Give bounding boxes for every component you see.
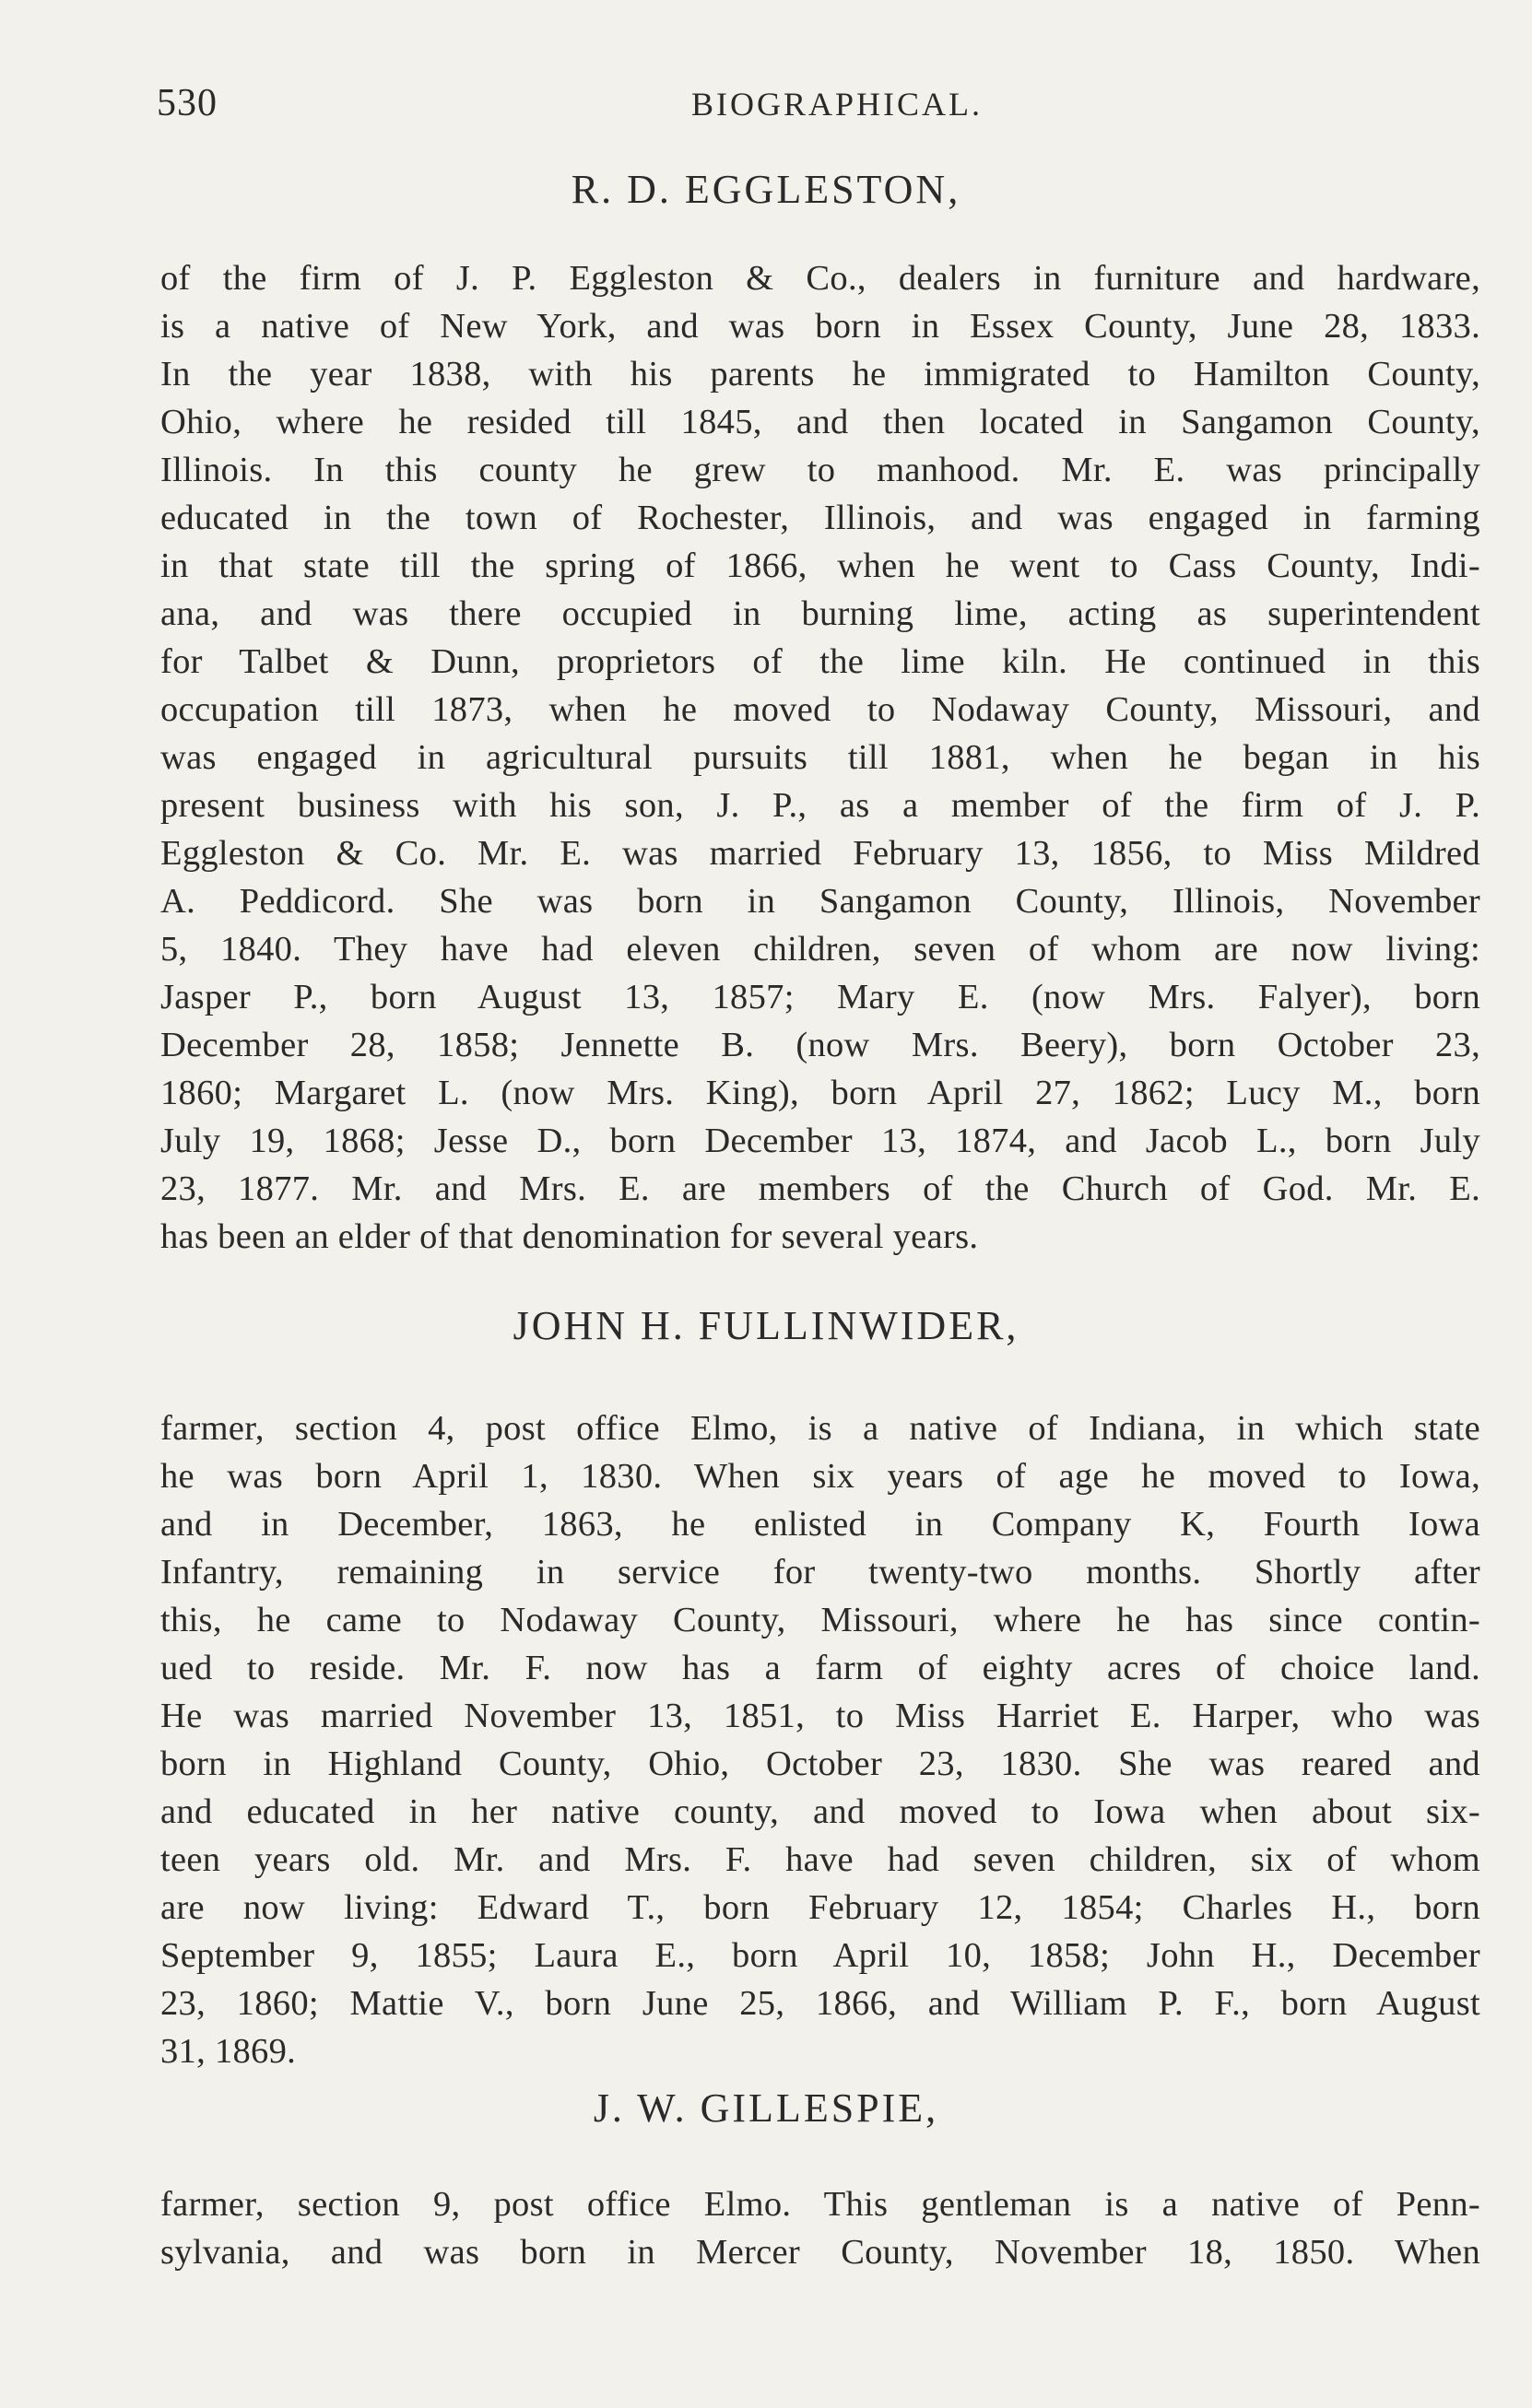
text-line: has been an elder of that denomination for several years.	[160, 1217, 979, 1256]
text-line: 5, 1840. They have had eleven children, seven of whom are now living:	[160, 930, 1480, 969]
text-line: are now living: Edward T., born February 12, 1854; Charles H., born	[160, 1888, 1480, 1927]
text-line: farmer, section 9, post office Elmo. This gentleman is a native of Penn-	[160, 2185, 1480, 2224]
text-line: 23, 1860; Mattie V., born June 25, 1866, and William P. F., born August	[160, 1984, 1480, 2023]
text-line: farmer, section 4, post office Elmo, is a native of Indiana, in which state	[160, 1409, 1480, 1448]
text-line: Illinois. In this county he grew to manhood. Mr. E. was principally	[160, 451, 1480, 489]
text-line: sylvania, and was born in Mercer County, November 18, 1850. When	[160, 2233, 1480, 2272]
text-line: born in Highland County, Ohio, October 23, 1830. She was reared and	[160, 1744, 1480, 1783]
text-line: for Talbet & Dunn, proprietors of the lime kiln. He continued in this	[160, 642, 1480, 681]
text-line: and educated in her native county, and moved to Iowa when about six-	[160, 1792, 1480, 1831]
text-line: of the firm of J. P. Eggleston & Co., dealers in furniture and hardware,	[160, 259, 1480, 298]
entry-heading: J. W. GILLESPIE,	[593, 2085, 939, 2131]
entry-body	[160, 1404, 1480, 2075]
text-line: was engaged in agricultural pursuits till 1881, when he began in his	[160, 738, 1480, 777]
entry-body	[160, 2180, 1480, 2276]
text-line: this, he came to Nodaway County, Missouri, where he has since contin-	[160, 1601, 1480, 1639]
text-line: Infantry, remaining in service for twenty-two months. Shortly after	[160, 1553, 1480, 1592]
text-line: July 19, 1868; Jesse D., born December 13, 1874, and Jacob L., born July	[160, 1122, 1480, 1160]
text-line: and in December, 1863, he enlisted in Company K, Fourth Iowa	[160, 1505, 1480, 1544]
text-line: In the year 1838, with his parents he immigrated to Hamilton County,	[160, 355, 1480, 394]
text-line: A. Peddicord. She was born in Sangamon County, Illinois, November	[160, 882, 1480, 921]
text-line: 31, 1869.	[160, 2032, 297, 2071]
entry-heading: JOHN H. FULLINWIDER,	[513, 1303, 1019, 1348]
entry-body	[160, 254, 1480, 1261]
text-line: ana, and was there occupied in burning lime, acting as superintendent	[160, 594, 1480, 633]
text-line: in that state till the spring of 1866, when he went to Cass County, Indi-	[160, 546, 1480, 585]
text-line: teen years old. Mr. and Mrs. F. have had seven children, six of whom	[160, 1840, 1480, 1879]
text-line: present business with his son, J. P., as a member of the firm of J. P.	[160, 786, 1480, 825]
text-line: occupation till 1873, when he moved to Nodaway County, Missouri, and	[160, 690, 1480, 729]
text-line: Ohio, where he resided till 1845, and then located in Sangamon County,	[160, 403, 1480, 441]
text-line: He was married November 13, 1851, to Miss Harriet E. Harper, who was	[160, 1697, 1480, 1735]
text-line: ued to reside. Mr. F. now has a farm of eighty acres of choice land.	[160, 1649, 1480, 1687]
text-line: educated in the town of Rochester, Illinois, and was engaged in farming	[160, 499, 1480, 537]
text-line: December 28, 1858; Jennette B. (now Mrs. Beery), born October 23,	[160, 1026, 1480, 1064]
running-head	[157, 81, 1475, 136]
text-line: 1860; Margaret L. (now Mrs. King), born April 27, 1862; Lucy M., born	[160, 1074, 1480, 1112]
text-line: Eggleston & Co. Mr. E. was married February 13, 1856, to Miss Mildred	[160, 834, 1480, 873]
text-line: he was born April 1, 1830. When six years of age he moved to Iowa,	[160, 1457, 1480, 1496]
text-line: is a native of New York, and was born in Essex County, June 28, 1833.	[160, 307, 1480, 346]
running-title: BIOGRAPHICAL.	[691, 86, 984, 123]
text-line: September 9, 1855; Laura E., born April 10, 1858; John H., December	[160, 1936, 1480, 1975]
page-number: 530	[157, 82, 218, 124]
text-line: Jasper P., born August 13, 1857; Mary E. (now Mrs. Falyer), born	[160, 978, 1480, 1016]
text-line: 23, 1877. Mr. and Mrs. E. are members of the Church of God. Mr. E.	[160, 1169, 1480, 1208]
entry-heading: R. D. EGGLESTON,	[571, 167, 961, 212]
